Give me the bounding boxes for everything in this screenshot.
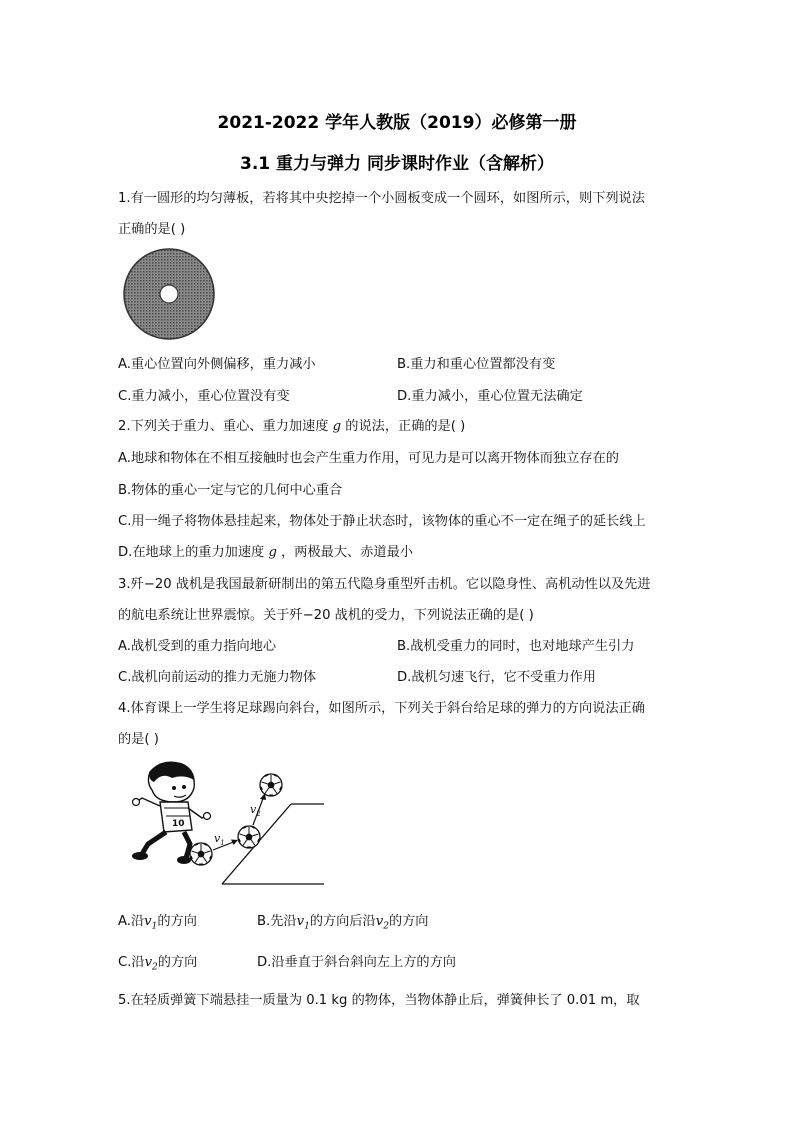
label-v2: $v_2$ — [250, 803, 261, 818]
q2-option-c: C.用一绳子将物体悬挂起来，物体处于静止状态时，该物体的重心不一定在绳子的延长线上 — [118, 514, 646, 529]
ramp-outline — [222, 804, 324, 884]
q2-stem-var: g — [332, 419, 342, 434]
q4-stem-line1: 4.体育课上一学生将足球踢向斜台，如图所示，下列关于斜台给足球的弹力的方向说法正确 — [118, 701, 645, 716]
q1-option-c: C.重力减小，重心位置没有变 — [118, 389, 290, 404]
q4-stem-line2: 的是( ) — [118, 732, 159, 747]
label-v1: $v_1$ — [214, 832, 225, 847]
q1-option-b: B.重力和重心位置都没有变 — [397, 357, 556, 372]
document-title-line1: 2021-2022 学年人教版（2019）必修第一册 — [217, 113, 577, 133]
q1-option-a: A.重心位置向外侧偏移，重力减小 — [118, 357, 316, 372]
q3-stem-line2: 的航电系统让世界震惊。关于歼−20 战机的受力，下列说法正确的是( ) — [118, 608, 534, 623]
q4-option-b: B.先沿$v_1$的方向后沿$v_2$的方向 — [257, 914, 429, 932]
svg-text:10: 10 — [172, 819, 185, 829]
ball-on-ramp — [238, 826, 260, 848]
q3-stem-line1: 3.歼−20 战机是我国最新研制出的第五代隐身重型歼击机。它以隐身性、高机动性以及先进 — [118, 577, 651, 592]
q2-option-b: B.物体的重心一定与它的几何中心重合 — [118, 483, 343, 498]
q3-option-b: B.战机受重力的同时，也对地球产生引力 — [397, 639, 635, 654]
q2-option-d-var: g — [268, 545, 277, 560]
ball-start — [190, 843, 212, 865]
q1-option-d: D.重力减小，重心位置无法确定 — [397, 389, 583, 404]
q2-stem — [118, 415, 465, 434]
q3-option-a: A.战机受到的重力指向地心 — [118, 639, 277, 654]
q1-stem-line1: 1.有一圆形的均匀薄板，若将其中央挖掉一个小圆板变成一个圆环，如图所示，则下列说法 — [118, 191, 645, 206]
q5-stem-line1: 5.在轻质弹簧下端悬挂一质量为 0.1 kg 的物体，当物体静止后，弹簧伸长了 0.01 m，取 — [118, 993, 640, 1008]
ball-rebound — [260, 774, 282, 796]
q2-stem-pre: 2.下列关于重力、重心、重力加速度 — [118, 419, 329, 434]
q4-option-d: D.沿垂直于斜台斜向左上方的方向 — [257, 955, 456, 970]
q2-option-d-post: ，两极最大、赤道最小 — [281, 545, 413, 560]
q1-stem-line2: 正确的是( ) — [118, 222, 186, 237]
q4-option-c: C.沿$v_2$的方向 — [118, 955, 198, 973]
q3-option-d: D.战机匀速飞行，它不受重力作用 — [397, 670, 596, 685]
q2-stem-post: 的说法，正确的是( ) — [345, 419, 466, 434]
document-title-line2: 3.1 重力与弹力 同步课时作业（含解析） — [240, 154, 554, 174]
q2-option-d — [118, 541, 413, 560]
q2-option-a: A.地球和物体在不相互接触时也会产生重力作用，可见力是可以离开物体而独立存在的 — [118, 451, 619, 466]
soccer-ramp-figure — [128, 758, 328, 890]
ring-figure — [122, 247, 216, 341]
q2-option-d-pre: D.在地球上的重力加速度 — [118, 545, 265, 560]
q4-option-a: A.沿$v_1$的方向 — [118, 914, 197, 932]
q3-option-c: C.战机向前运动的推力无施力物体 — [118, 670, 317, 685]
